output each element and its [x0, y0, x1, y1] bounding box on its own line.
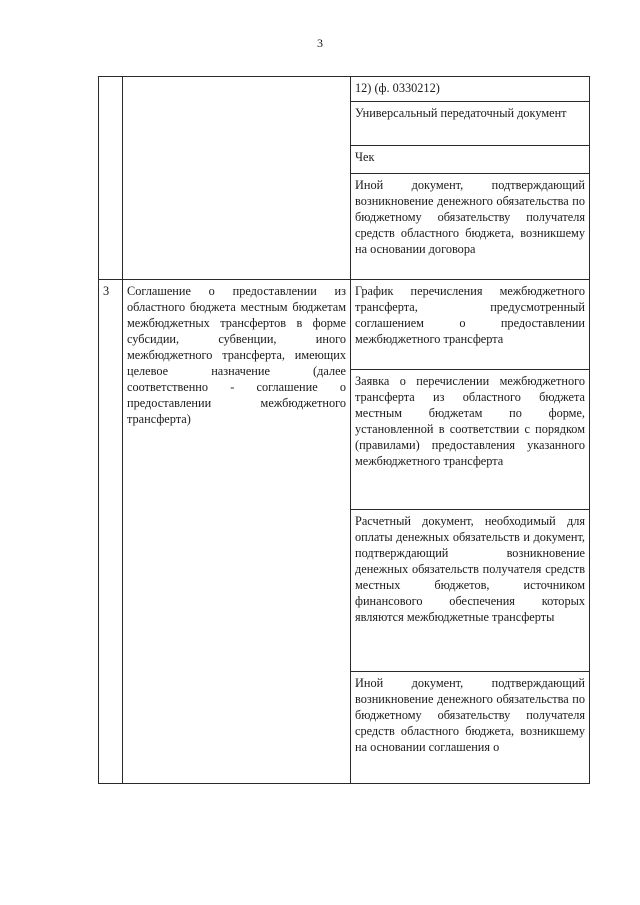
document-cell: Иной документ, подтверждающий возникновение денежного обязательства по бюджетному обязательству получателя средств областного бюджета, возникшему на основании договора: [351, 174, 590, 280]
obligation-name-cell: Соглашение о предоставлении из областного бюджета местным бюджетам межбюджетных трансфертов в форме субсидии, субвенции, иного межбюджетного трансферта, имеющих целевое назначение (далее соответственно - соглашение о предоставлении межбюджетного трансферта): [123, 280, 351, 784]
document-cell: Иной документ, подтверждающий возникновение денежного обязательства по бюджетному обязательству получателя средств областного бюджета, возникшему на основании соглашения о: [351, 672, 590, 784]
document-cell: Расчетный документ, необходимый для оплаты денежных обязательств и документ, подтверждающий возникновение денежных обязательств получателя средств местных бюджетов, источником финансового обеспечения которых являются межбюджетные трансферты: [351, 510, 590, 672]
document-cell: 12) (ф. 0330212): [351, 77, 590, 102]
page-number: 3: [317, 36, 323, 50]
obligation-name-cell: [123, 77, 351, 280]
row-number-cell: [99, 77, 123, 280]
document-cell: График перечисления межбюджетного трансферта, предусмотренный соглашением о предоставлении межбюджетного трансферта: [351, 280, 590, 370]
table-row: [99, 77, 590, 102]
document-cell: Чек: [351, 146, 590, 174]
documents-table: [98, 76, 590, 784]
table-row: [99, 280, 590, 370]
document-cell: Заявка о перечислении межбюджетного трансферта из областного бюджета местным бюджетам по форме, установленной в соответствии с порядком (правилами) предоставления указанного межбюджетного трансферта: [351, 370, 590, 510]
row-number-cell: 3: [99, 280, 123, 784]
document-cell: Универсальный передаточный документ: [351, 102, 590, 146]
